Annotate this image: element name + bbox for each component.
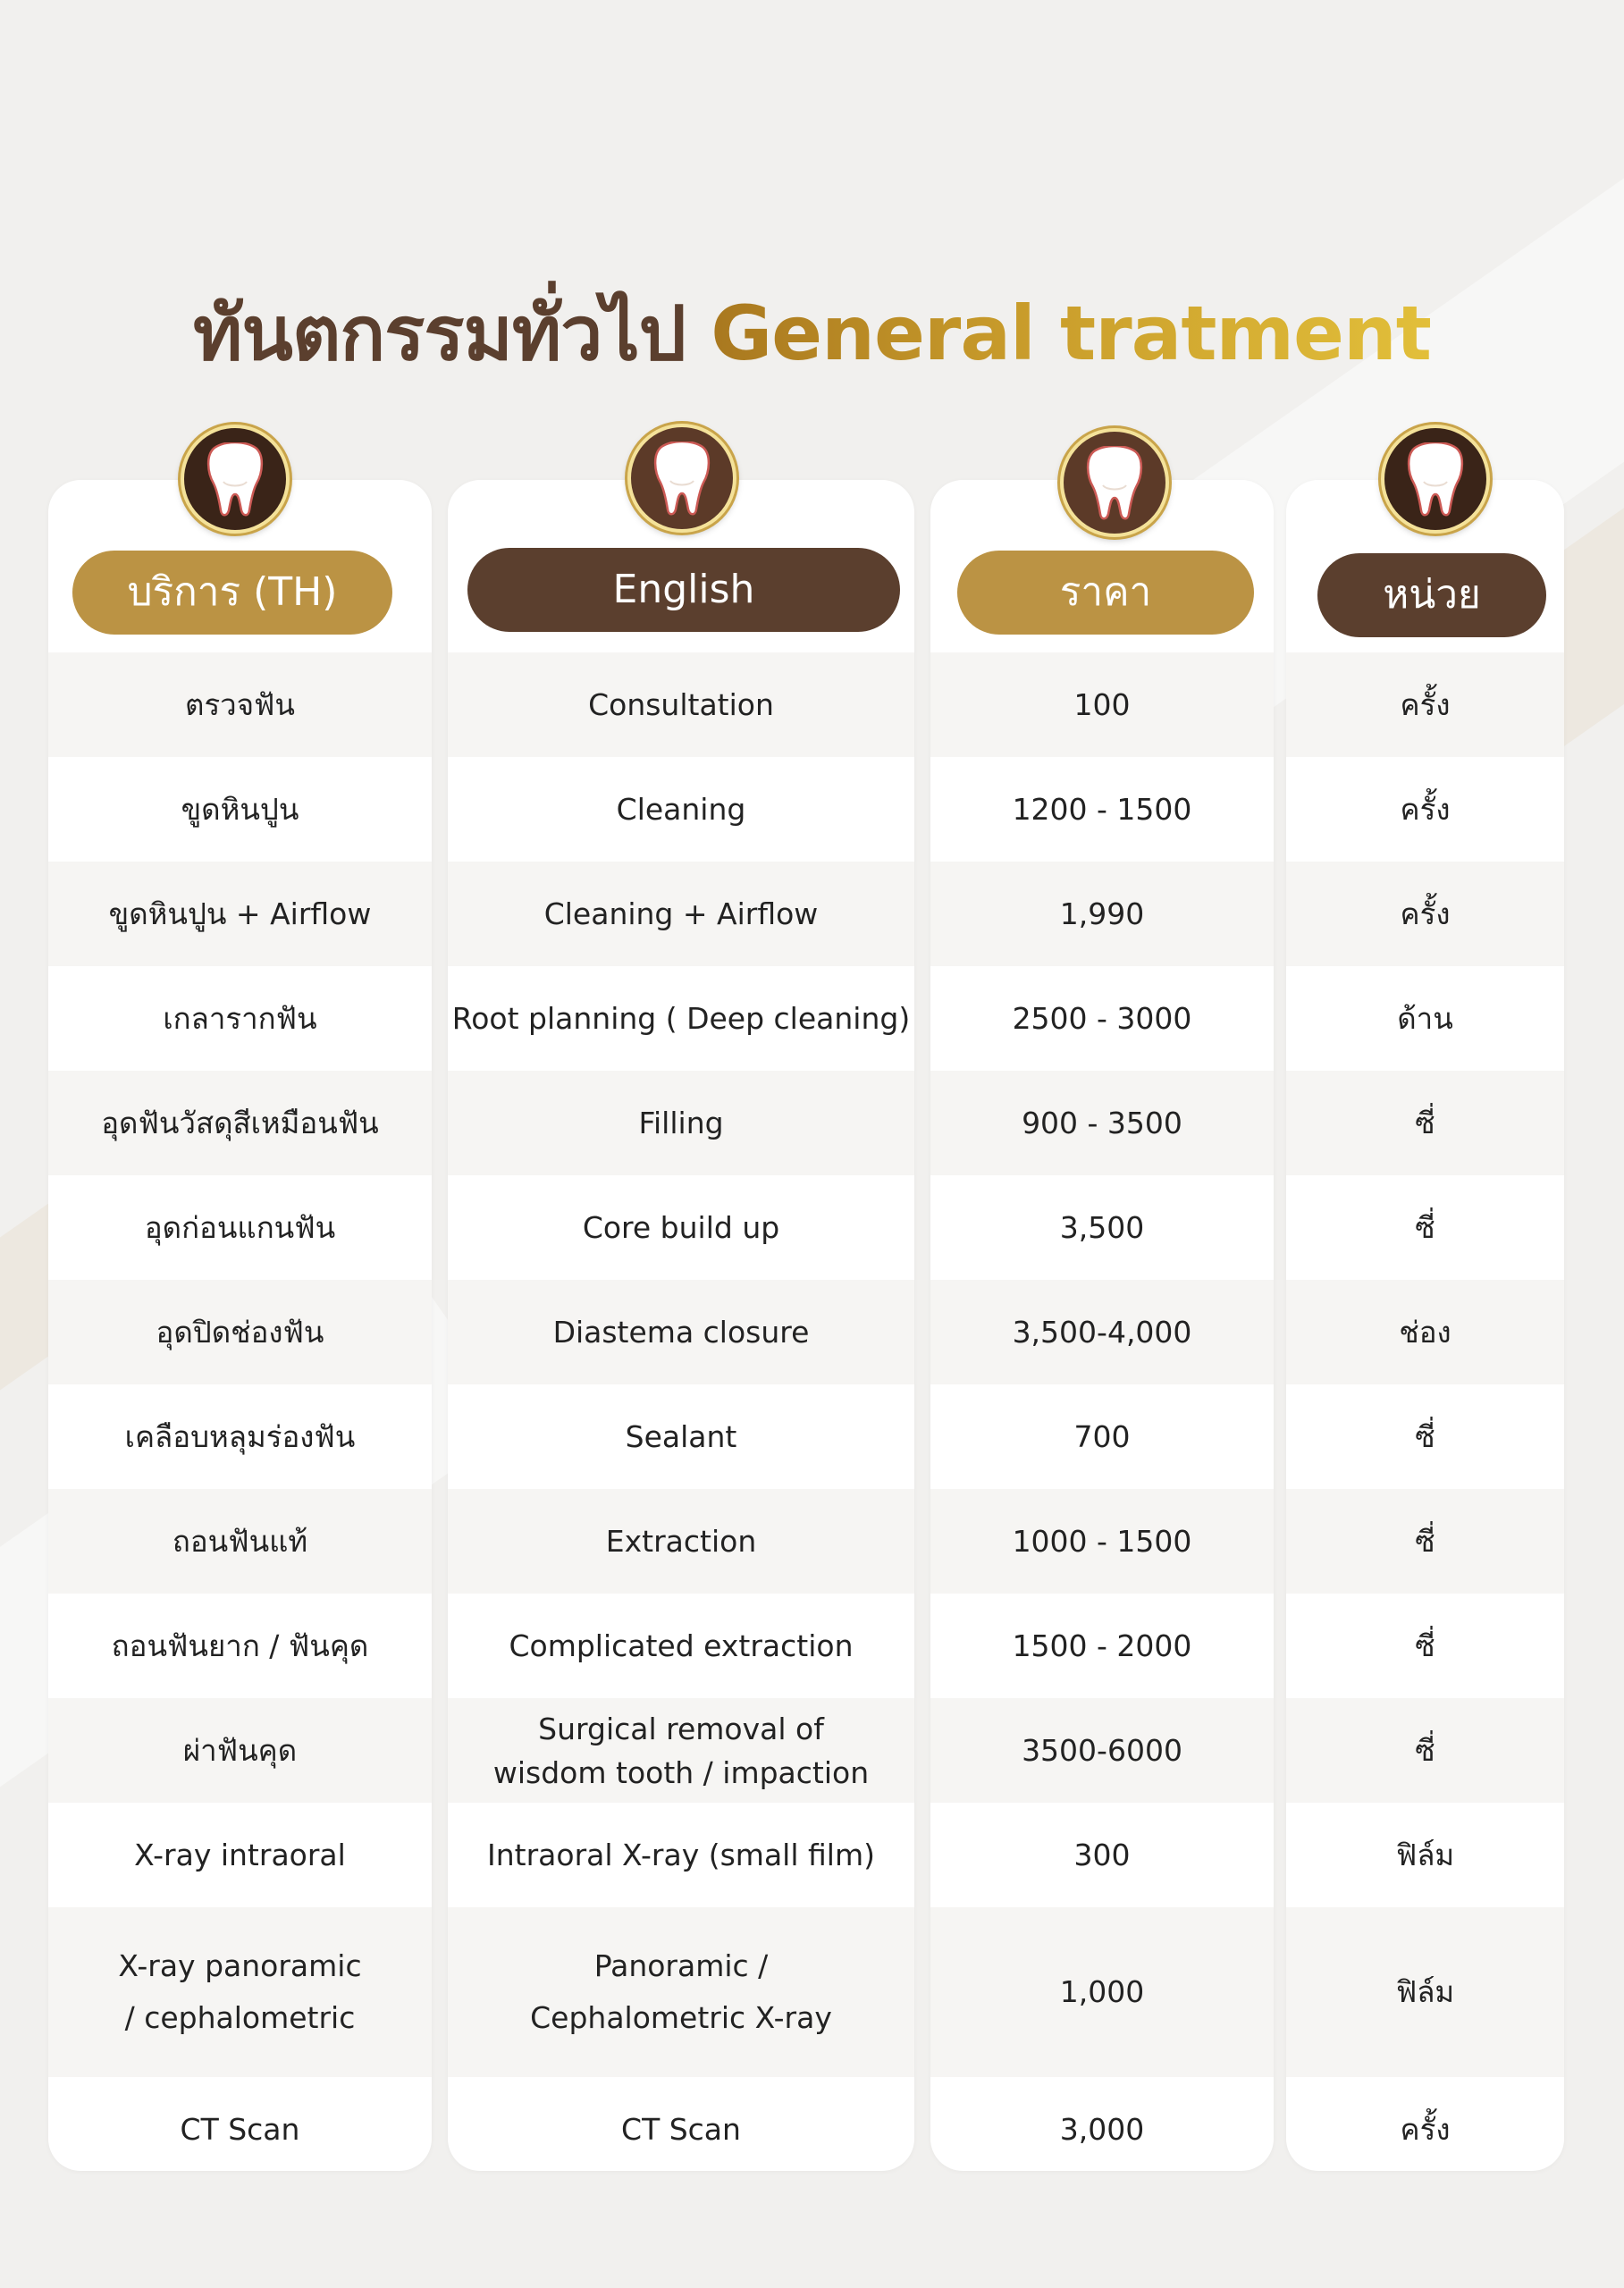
price-list: [930, 652, 1274, 2171]
table-cell: ครั้ง: [1286, 862, 1564, 966]
table-cell: 100: [930, 652, 1274, 757]
table-cell: 1500 - 2000: [1012, 1628, 1192, 1663]
table-cell: ช่อง: [1286, 1280, 1564, 1384]
table-cell: 1200 - 1500: [1012, 792, 1192, 827]
table-cell: CT Scan: [621, 2112, 741, 2147]
tooth-icon-graphic: [1085, 446, 1144, 521]
table-cell: X-ray intraoral: [134, 1838, 346, 1872]
table-cell: เคลือบหลุมร่องฟัน: [124, 1419, 356, 1454]
tooth-icon-graphic: [652, 442, 711, 517]
table-cell: ผ่าฟันคุด: [48, 1698, 432, 1803]
text-line: wisdom tooth / impaction: [492, 1754, 870, 1790]
table-cell: ตรวจฟัน: [48, 652, 432, 757]
table-cell: Diastema closure: [448, 1280, 914, 1384]
table-cell-text: [530, 1940, 832, 2044]
table-cell: ซี่: [1415, 1210, 1435, 1245]
table-cell-text: [493, 1707, 869, 1795]
table-cell: เกลารากฟัน: [163, 1001, 317, 1036]
table-cell: Core build up: [582, 1210, 780, 1245]
table-cell: ครั้ง: [1400, 792, 1451, 827]
table-cell: 900 - 3500: [930, 1071, 1274, 1175]
table-cell: Extraction: [448, 1489, 914, 1594]
unit-list: [1286, 652, 1564, 2171]
column-price: [930, 480, 1274, 2171]
table-cell: อุดฟันวัสดุสีเหมือนฟัน: [48, 1071, 432, 1175]
table-cell: Intraoral X-ray (small film): [487, 1838, 875, 1872]
text-line: Panoramic /: [593, 1948, 769, 1983]
page-title-english: General tratment: [711, 290, 1431, 377]
table-cell: 3,500-4,000: [930, 1280, 1274, 1384]
table-cell: Complicated extraction: [509, 1628, 854, 1663]
text-line: Surgical removal of: [538, 1711, 824, 1746]
column-unit: [1286, 480, 1564, 2171]
table-cell: อุดก่อนแกนฟัน: [144, 1210, 336, 1245]
table-cell: 1,990: [930, 862, 1274, 966]
table-cell: ซี่: [1286, 1071, 1564, 1175]
text-line: X-ray panoramic: [118, 1948, 362, 1983]
tooth-icon-graphic: [206, 442, 265, 517]
table-cell: Sealant: [625, 1419, 737, 1454]
table-cell: ครั้ง: [1400, 2112, 1451, 2147]
tooth-icon-graphic: [1406, 442, 1465, 517]
table-cell: อุดปิดช่องฟัน: [48, 1280, 432, 1384]
table-cell: 3,500: [1059, 1210, 1145, 1245]
table-cell: ฟิล์ม: [1286, 1907, 1564, 2077]
table-cell-text: [118, 1940, 361, 2044]
table-cell: Root planning ( Deep cleaning): [451, 1001, 911, 1036]
tooth-icon: [1060, 428, 1169, 537]
page-title-thai: ทันตกรรมทั่วไป: [193, 290, 686, 377]
table-cell: Cleaning + Airflow: [448, 862, 914, 966]
table-cell: ซี่: [1286, 1698, 1564, 1803]
table-cell: 3,000: [1059, 2112, 1145, 2147]
table-cell: Filling: [448, 1071, 914, 1175]
text-line: Cephalometric X-ray: [530, 2000, 832, 2035]
table-cell: 1,000: [930, 1907, 1274, 2077]
tooth-icon: [181, 425, 290, 534]
header-price: ราคา: [957, 551, 1254, 635]
tooth-icon: [627, 424, 736, 533]
header-service-th: บริการ (TH): [72, 551, 392, 635]
table-cell: ซี่: [1415, 1628, 1435, 1663]
table-cell: 700: [1073, 1419, 1131, 1454]
table-cell: Cleaning: [616, 792, 746, 827]
tooth-icon: [1381, 425, 1490, 534]
table-cell: 3500-6000: [930, 1698, 1274, 1803]
english-list: [448, 652, 914, 2171]
table-cell: [448, 1907, 914, 2077]
page-title: [0, 284, 1624, 383]
column-english: [448, 480, 914, 2171]
service-th-list: [48, 652, 432, 2171]
table-cell: ฟิล์ม: [1395, 1838, 1455, 1872]
table-cell: ถอนฟันยาก / ฟันคุด: [111, 1628, 369, 1663]
table-cell: ซี่: [1415, 1419, 1435, 1454]
table-cell: ครั้ง: [1286, 652, 1564, 757]
table-cell: CT Scan: [180, 2112, 300, 2147]
table-cell: 1000 - 1500: [930, 1489, 1274, 1594]
table-cell: ขูดหินปูน: [181, 792, 299, 827]
header-unit: หน่วย: [1317, 553, 1546, 637]
table-cell: 2500 - 3000: [1012, 1001, 1192, 1036]
table-cell: Consultation: [448, 652, 914, 757]
table-cell: 300: [1073, 1838, 1131, 1872]
table-cell: ด้าน: [1397, 1001, 1453, 1036]
table-cell: ซี่: [1286, 1489, 1564, 1594]
text-line: / cephalometric: [124, 2000, 356, 2035]
table-cell: ถอนฟันแท้: [48, 1489, 432, 1594]
table-cell: [48, 1907, 432, 2077]
table-cell: ขูดหินปูน + Airflow: [48, 862, 432, 966]
table-cell: [448, 1698, 914, 1803]
header-english: English: [467, 548, 900, 632]
column-service-th: [48, 480, 432, 2171]
